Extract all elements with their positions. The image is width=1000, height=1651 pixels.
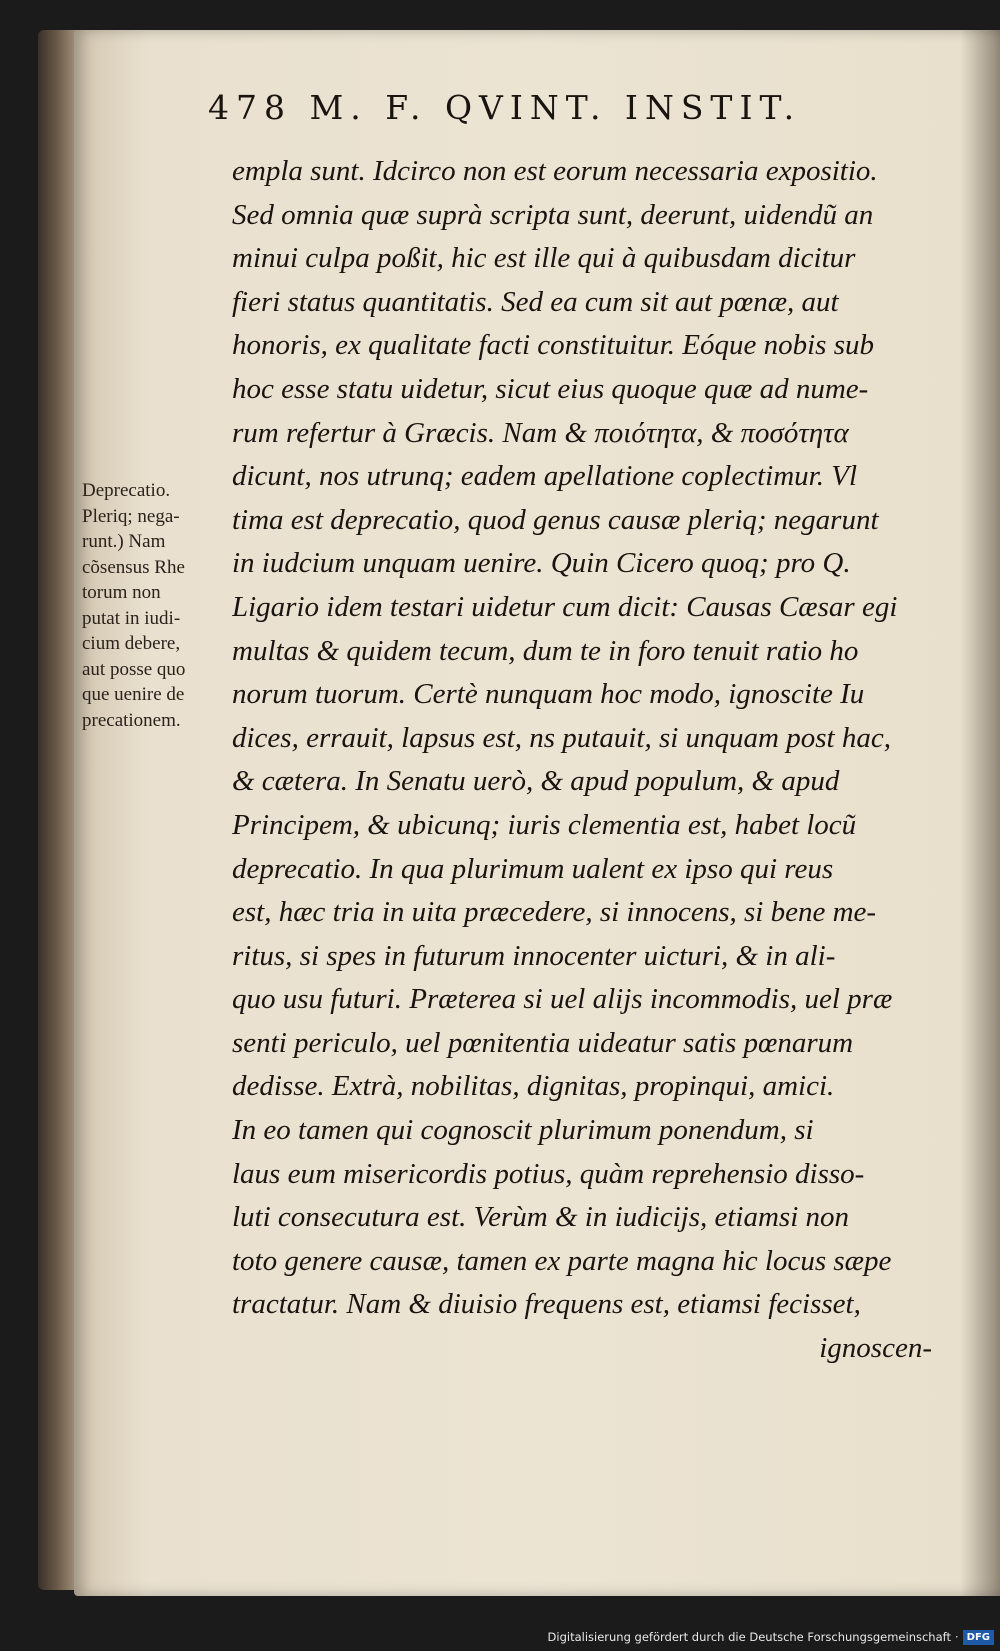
margin-note-line: putat in iudi- xyxy=(82,607,181,629)
page-gutter-shadow xyxy=(960,30,1000,1596)
text-line: toto genere causæ, tamen ex parte magna hic locus sæpe xyxy=(232,1244,892,1277)
text-line: quo usu futuri. Præterea si uel alijs incommodis, uel præ xyxy=(232,983,893,1016)
text-line: senti periculo, uel pœnitentia uideatur satis pœnarum xyxy=(232,1026,854,1059)
text-line: tima est deprecatio, quod genus causæ pleriq; negarunt xyxy=(232,503,879,536)
dfg-logo-icon: DFG xyxy=(963,1630,994,1645)
text-line: Ligario idem testari uidetur cum dicit: Causas Cæsar egi xyxy=(232,590,898,623)
margin-note-line: aut posse quo xyxy=(82,658,186,680)
margin-note-line: precationem. xyxy=(82,709,181,731)
text-line: & cætera. In Senatu uerò, & apud populum, & apud xyxy=(232,765,840,798)
text-line: dedisse. Extrà, nobilitas, dignitas, propinqui, amici. xyxy=(232,1070,835,1103)
margin-note-line: torum non xyxy=(82,582,161,603)
text-line: empla sunt. Idcirco non est eorum necessaria expositio. xyxy=(232,155,878,187)
margin-note-line: cõsensus Rhe xyxy=(82,556,185,578)
catchword: ignoscen- xyxy=(819,1332,932,1365)
text-line: dices, errauit, lapsus est, ns putauit, si unquam post hac, xyxy=(232,721,891,754)
text-line: norum tuorum. Certè nunquam hoc modo, ignoscite Iu xyxy=(232,678,865,711)
footer-separator: · xyxy=(955,1630,959,1644)
body-text xyxy=(232,150,932,1371)
text-line: minui culpa poßit, hic est ille qui à quibusdam dicitur xyxy=(232,242,856,275)
text-line: luti consecutura est. Verùm & in iudicijs, etiamsi non xyxy=(232,1201,850,1234)
margin-note-line: cium debere, xyxy=(82,633,181,654)
text-line: laus eum misericordis potius, quàm reprehensio disso- xyxy=(232,1157,865,1190)
text-line: tractatur. Nam & diuisio frequens est, etiamsi fecisset, xyxy=(232,1288,861,1321)
margin-note-line: que uenire de xyxy=(82,684,185,705)
text-line: ritus, si spes in futurum innocenter uicturi, & in ali- xyxy=(232,939,836,972)
text-line: in iudcium unquam uenire. Quin Cicero quoq; pro Q. xyxy=(232,547,851,580)
text-line: rum refertur à Græcis. Nam & ποιότητα, & ποσότητα xyxy=(232,416,849,449)
text-line: fieri status quantitatis. Sed ea cum sit aut pœnæ, aut xyxy=(232,285,839,318)
text-line: honoris, ex qualitate facti constituitur. Eóque nobis sub xyxy=(232,329,874,362)
text-line: In eo tamen qui cognoscit plurimum ponendum, si xyxy=(232,1114,814,1147)
margin-note xyxy=(82,478,232,733)
margin-note-line: Pleriq; nega- xyxy=(82,505,180,527)
text-line: est, hæc tria in uita præcedere, si innocens, si bene me- xyxy=(232,896,877,929)
margin-note-line: runt.) Nam xyxy=(82,531,166,552)
digitization-footer xyxy=(548,1626,994,1648)
text-line: Principem, & ubicunq; iuris clementia est, habet locũ xyxy=(232,808,857,841)
text-line: dicunt, nos utrunq; eadem apellatione coplectimur. Vl xyxy=(232,460,858,493)
text-line: multas & quidem tecum, dum te in foro tenuit ratio ho xyxy=(232,634,859,667)
footer-credit: Digitalisierung gefördert durch die Deutsche Forschungsgemeinschaft xyxy=(547,1630,951,1644)
margin-note-line: Deprecatio. xyxy=(82,480,171,501)
text-line: hoc esse statu uidetur, sicut eius quoque quæ ad nume- xyxy=(232,372,869,405)
text-line: Sed omnia quæ suprà scripta sunt, deerunt, uidendũ an xyxy=(232,198,874,231)
text-line: deprecatio. In qua plurimum ualent ex ipso qui reus xyxy=(232,852,834,885)
running-header: 478 M. F. QVINT. INSTIT. xyxy=(208,88,802,127)
